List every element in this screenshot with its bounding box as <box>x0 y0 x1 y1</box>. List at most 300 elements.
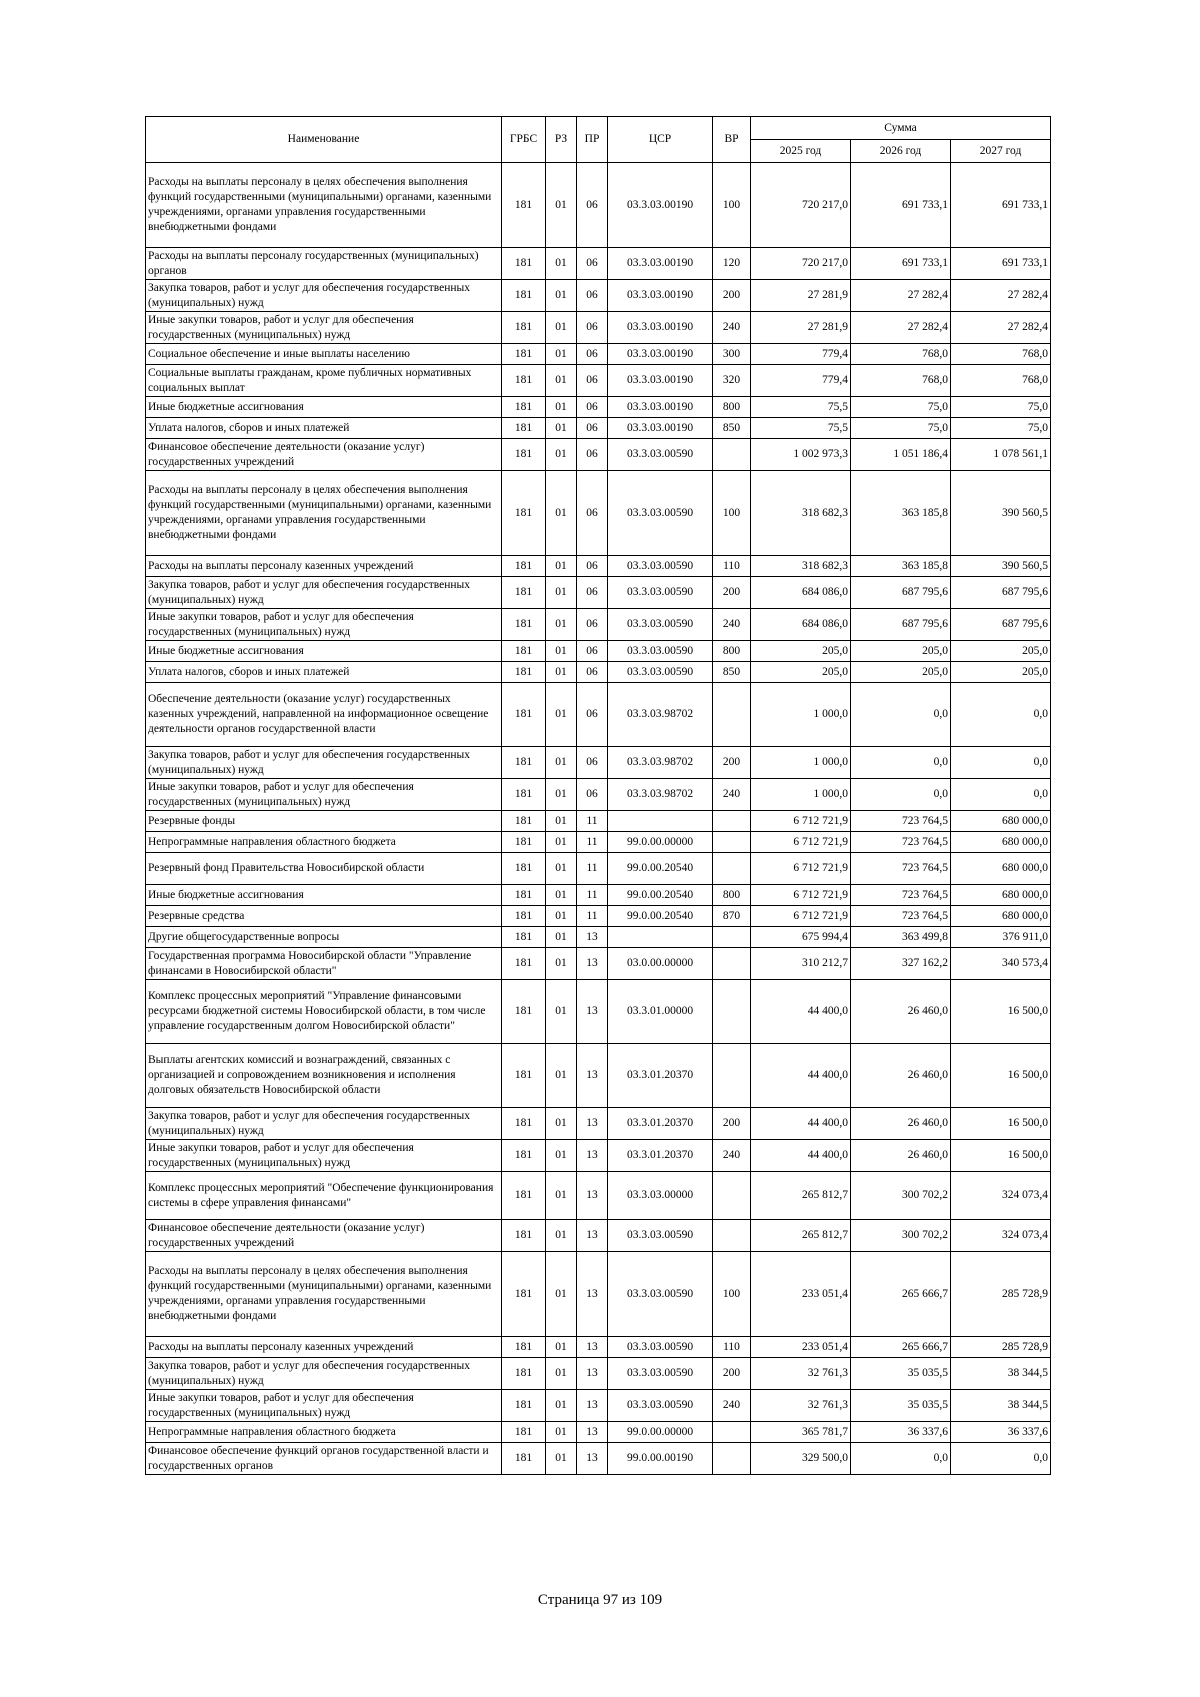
cell-pr: 13 <box>577 927 608 948</box>
cell-pr: 11 <box>577 811 608 832</box>
cell-csr: 03.3.03.00590 <box>608 609 713 641</box>
cell-pr: 11 <box>577 885 608 906</box>
cell-vr: 200 <box>713 747 751 779</box>
table-row <box>146 1252 1051 1337</box>
cell-csr: 03.3.03.00190 <box>608 344 713 365</box>
cell-amount-2027: 75,0 <box>951 397 1051 418</box>
cell-vr: 200 <box>713 1358 751 1390</box>
cell-pr: 13 <box>577 1443 608 1475</box>
cell-csr: 03.3.01.20370 <box>608 1140 713 1172</box>
cell-vr: 850 <box>713 662 751 683</box>
cell-amount-2026: 1 051 186,4 <box>851 439 951 471</box>
cell-amount-2027: 324 073,4 <box>951 1220 1051 1252</box>
cell-vr: 320 <box>713 365 751 397</box>
cell-vr: 240 <box>713 1390 751 1422</box>
cell-amount-2025: 75,5 <box>751 418 851 439</box>
cell-vr <box>713 832 751 853</box>
cell-vr <box>713 683 751 747</box>
cell-amount-2025: 6 712 721,9 <box>751 853 851 885</box>
cell-vr <box>713 1172 751 1220</box>
cell-vr: 800 <box>713 885 751 906</box>
cell-vr <box>713 853 751 885</box>
cell-vr: 100 <box>713 471 751 556</box>
cell-vr: 800 <box>713 641 751 662</box>
cell-name: Закупка товаров, работ и услуг для обеспечения государственных (муниципальных) нужд <box>146 1358 502 1390</box>
cell-amount-2026: 265 666,7 <box>851 1252 951 1337</box>
cell-grbs: 181 <box>502 948 546 980</box>
cell-pr: 11 <box>577 906 608 927</box>
cell-rz: 01 <box>546 163 577 248</box>
cell-name: Уплата налогов, сборов и иных платежей <box>146 662 502 683</box>
cell-amount-2027: 691 733,1 <box>951 248 1051 280</box>
cell-name: Иные закупки товаров, работ и услуг для обеспечения государственных (муниципальных) нужд <box>146 1140 502 1172</box>
cell-pr: 06 <box>577 779 608 811</box>
cell-amount-2027: 16 500,0 <box>951 1044 1051 1108</box>
cell-grbs: 181 <box>502 980 546 1044</box>
cell-rz: 01 <box>546 1337 577 1358</box>
cell-amount-2027: 680 000,0 <box>951 906 1051 927</box>
cell-grbs: 181 <box>502 779 546 811</box>
cell-csr: 99.0.00.20540 <box>608 853 713 885</box>
cell-amount-2025: 684 086,0 <box>751 577 851 609</box>
header-pr: ПР <box>577 117 608 163</box>
cell-amount-2025: 1 000,0 <box>751 683 851 747</box>
cell-amount-2027: 0,0 <box>951 779 1051 811</box>
cell-amount-2026: 723 764,5 <box>851 853 951 885</box>
table-row <box>146 418 1051 439</box>
cell-rz: 01 <box>546 747 577 779</box>
table-row <box>146 662 1051 683</box>
cell-csr: 03.3.03.00590 <box>608 662 713 683</box>
cell-grbs: 181 <box>502 1220 546 1252</box>
cell-amount-2027: 16 500,0 <box>951 980 1051 1044</box>
cell-csr: 03.3.03.98702 <box>608 747 713 779</box>
table-row <box>146 811 1051 832</box>
table-row <box>146 1422 1051 1443</box>
cell-amount-2027: 16 500,0 <box>951 1140 1051 1172</box>
cell-rz: 01 <box>546 885 577 906</box>
cell-name: Другие общегосударственные вопросы <box>146 927 502 948</box>
cell-rz: 01 <box>546 397 577 418</box>
cell-vr <box>713 1422 751 1443</box>
cell-name: Иные закупки товаров, работ и услуг для обеспечения государственных (муниципальных) нужд <box>146 779 502 811</box>
cell-amount-2025: 6 712 721,9 <box>751 811 851 832</box>
cell-name: Иные бюджетные ассигнования <box>146 885 502 906</box>
cell-rz: 01 <box>546 1044 577 1108</box>
cell-amount-2026: 723 764,5 <box>851 811 951 832</box>
table-row <box>146 885 1051 906</box>
cell-grbs: 181 <box>502 747 546 779</box>
cell-vr: 120 <box>713 248 751 280</box>
cell-rz: 01 <box>546 1172 577 1220</box>
cell-pr: 06 <box>577 280 608 312</box>
cell-vr: 850 <box>713 418 751 439</box>
cell-csr: 03.3.03.00590 <box>608 1252 713 1337</box>
cell-name: Уплата налогов, сборов и иных платежей <box>146 418 502 439</box>
cell-amount-2027: 27 282,4 <box>951 280 1051 312</box>
cell-csr: 99.0.00.20540 <box>608 906 713 927</box>
cell-csr: 03.3.03.00590 <box>608 439 713 471</box>
cell-amount-2026: 26 460,0 <box>851 1140 951 1172</box>
cell-amount-2027: 390 560,5 <box>951 556 1051 577</box>
cell-amount-2025: 1 000,0 <box>751 779 851 811</box>
cell-amount-2027: 205,0 <box>951 641 1051 662</box>
cell-vr: 800 <box>713 397 751 418</box>
cell-rz: 01 <box>546 641 577 662</box>
cell-csr: 03.3.03.98702 <box>608 683 713 747</box>
cell-amount-2026: 723 764,5 <box>851 885 951 906</box>
cell-pr: 13 <box>577 1220 608 1252</box>
cell-rz: 01 <box>546 248 577 280</box>
cell-grbs: 181 <box>502 1108 546 1140</box>
cell-csr: 99.0.00.00190 <box>608 1443 713 1475</box>
cell-name: Финансовое обеспечение деятельности (оказание услуг) государственных учреждений <box>146 1220 502 1252</box>
cell-amount-2027: 1 078 561,1 <box>951 439 1051 471</box>
cell-amount-2027: 285 728,9 <box>951 1337 1051 1358</box>
cell-vr <box>713 927 751 948</box>
table-row <box>146 577 1051 609</box>
cell-amount-2025: 779,4 <box>751 365 851 397</box>
cell-name: Финансовое обеспечение функций органов государственной власти и государственных органов <box>146 1443 502 1475</box>
cell-amount-2025: 233 051,4 <box>751 1252 851 1337</box>
cell-pr: 13 <box>577 1044 608 1108</box>
cell-rz: 01 <box>546 471 577 556</box>
cell-grbs: 181 <box>502 683 546 747</box>
table-row <box>146 1358 1051 1390</box>
cell-grbs: 181 <box>502 312 546 344</box>
cell-csr: 03.3.03.00590 <box>608 577 713 609</box>
cell-amount-2025: 205,0 <box>751 641 851 662</box>
cell-grbs: 181 <box>502 1140 546 1172</box>
cell-pr: 13 <box>577 980 608 1044</box>
cell-amount-2025: 265 812,7 <box>751 1220 851 1252</box>
cell-amount-2025: 44 400,0 <box>751 1140 851 1172</box>
cell-csr: 03.3.03.00190 <box>608 418 713 439</box>
cell-pr: 13 <box>577 1422 608 1443</box>
cell-name: Иные бюджетные ассигнования <box>146 641 502 662</box>
cell-amount-2026: 363 499,8 <box>851 927 951 948</box>
table-row <box>146 1140 1051 1172</box>
cell-vr <box>713 811 751 832</box>
cell-name: Закупка товаров, работ и услуг для обеспечения государственных (муниципальных) нужд <box>146 747 502 779</box>
table-row <box>146 312 1051 344</box>
cell-grbs: 181 <box>502 248 546 280</box>
cell-name: Социальное обеспечение и иные выплаты населению <box>146 344 502 365</box>
cell-csr: 03.3.03.00190 <box>608 163 713 248</box>
cell-name: Социальные выплаты гражданам, кроме публичных нормативных социальных выплат <box>146 365 502 397</box>
budget-table <box>145 116 1051 1475</box>
cell-vr <box>713 948 751 980</box>
cell-rz: 01 <box>546 312 577 344</box>
header-year-2026: 2026 год <box>851 140 951 163</box>
table-row <box>146 1337 1051 1358</box>
cell-amount-2026: 36 337,6 <box>851 1422 951 1443</box>
cell-vr: 240 <box>713 312 751 344</box>
cell-csr: 99.0.00.20540 <box>608 885 713 906</box>
cell-vr: 200 <box>713 280 751 312</box>
cell-amount-2027: 390 560,5 <box>951 471 1051 556</box>
cell-rz: 01 <box>546 1358 577 1390</box>
cell-grbs: 181 <box>502 832 546 853</box>
cell-pr: 06 <box>577 397 608 418</box>
cell-rz: 01 <box>546 1220 577 1252</box>
cell-amount-2026: 0,0 <box>851 683 951 747</box>
cell-grbs: 181 <box>502 418 546 439</box>
cell-csr: 03.3.03.00590 <box>608 1220 713 1252</box>
cell-rz: 01 <box>546 948 577 980</box>
cell-pr: 13 <box>577 948 608 980</box>
cell-amount-2027: 0,0 <box>951 1443 1051 1475</box>
table-row <box>146 471 1051 556</box>
cell-rz: 01 <box>546 439 577 471</box>
cell-amount-2026: 0,0 <box>851 747 951 779</box>
cell-amount-2026: 327 162,2 <box>851 948 951 980</box>
cell-csr <box>608 811 713 832</box>
cell-pr: 06 <box>577 641 608 662</box>
table-row <box>146 906 1051 927</box>
cell-amount-2027: 38 344,5 <box>951 1390 1051 1422</box>
cell-rz: 01 <box>546 853 577 885</box>
cell-name: Расходы на выплаты персоналу казенных учреждений <box>146 556 502 577</box>
cell-amount-2025: 233 051,4 <box>751 1337 851 1358</box>
table-row <box>146 248 1051 280</box>
cell-pr: 06 <box>577 344 608 365</box>
cell-vr: 110 <box>713 556 751 577</box>
cell-amount-2026: 0,0 <box>851 779 951 811</box>
cell-csr: 03.3.03.00590 <box>608 1337 713 1358</box>
cell-amount-2026: 26 460,0 <box>851 980 951 1044</box>
table-row <box>146 832 1051 853</box>
cell-pr: 06 <box>577 471 608 556</box>
cell-rz: 01 <box>546 779 577 811</box>
cell-vr: 870 <box>713 906 751 927</box>
cell-name: Иные закупки товаров, работ и услуг для обеспечения государственных (муниципальных) нужд <box>146 312 502 344</box>
cell-rz: 01 <box>546 577 577 609</box>
cell-rz: 01 <box>546 683 577 747</box>
cell-name: Иные закупки товаров, работ и услуг для обеспечения государственных (муниципальных) нужд <box>146 1390 502 1422</box>
cell-grbs: 181 <box>502 906 546 927</box>
cell-grbs: 181 <box>502 556 546 577</box>
header-vr: ВР <box>713 117 751 163</box>
cell-pr: 11 <box>577 853 608 885</box>
table-row <box>146 1390 1051 1422</box>
cell-csr: 03.3.01.20370 <box>608 1108 713 1140</box>
cell-rz: 01 <box>546 365 577 397</box>
cell-amount-2025: 32 761,3 <box>751 1390 851 1422</box>
cell-vr: 110 <box>713 1337 751 1358</box>
table-row <box>146 1443 1051 1475</box>
cell-pr: 06 <box>577 312 608 344</box>
cell-grbs: 181 <box>502 927 546 948</box>
cell-amount-2027: 768,0 <box>951 365 1051 397</box>
cell-grbs: 181 <box>502 1337 546 1358</box>
cell-amount-2027: 680 000,0 <box>951 832 1051 853</box>
cell-name: Резервный фонд Правительства Новосибирской области <box>146 853 502 885</box>
cell-csr: 03.3.03.00000 <box>608 1172 713 1220</box>
table-body <box>146 163 1051 1475</box>
cell-amount-2025: 684 086,0 <box>751 609 851 641</box>
cell-amount-2025: 6 712 721,9 <box>751 906 851 927</box>
cell-amount-2026: 26 460,0 <box>851 1044 951 1108</box>
cell-pr: 06 <box>577 248 608 280</box>
header-grbs: ГРБС <box>502 117 546 163</box>
cell-amount-2026: 27 282,4 <box>851 280 951 312</box>
table-row <box>146 439 1051 471</box>
cell-amount-2026: 205,0 <box>851 641 951 662</box>
cell-pr: 06 <box>577 365 608 397</box>
cell-vr <box>713 980 751 1044</box>
cell-csr: 03.3.03.00590 <box>608 1390 713 1422</box>
header-csr: ЦСР <box>608 117 713 163</box>
table-row <box>146 641 1051 662</box>
cell-amount-2025: 329 500,0 <box>751 1443 851 1475</box>
cell-vr: 240 <box>713 609 751 641</box>
cell-amount-2026: 75,0 <box>851 397 951 418</box>
cell-pr: 13 <box>577 1390 608 1422</box>
cell-grbs: 181 <box>502 811 546 832</box>
cell-name: Закупка товаров, работ и услуг для обеспечения государственных (муниципальных) нужд <box>146 577 502 609</box>
cell-csr: 99.0.00.00000 <box>608 1422 713 1443</box>
cell-rz: 01 <box>546 811 577 832</box>
cell-csr: 03.3.03.00190 <box>608 312 713 344</box>
cell-amount-2027: 340 573,4 <box>951 948 1051 980</box>
cell-amount-2025: 675 994,4 <box>751 927 851 948</box>
cell-amount-2027: 680 000,0 <box>951 885 1051 906</box>
cell-name: Обеспечение деятельности (оказание услуг) государственных казенных учреждений, направленной на информационное освещение деятельности органов государственной власти <box>146 683 502 747</box>
cell-amount-2027: 285 728,9 <box>951 1252 1051 1337</box>
table-row <box>146 397 1051 418</box>
cell-amount-2027: 27 282,4 <box>951 312 1051 344</box>
cell-csr: 03.3.03.00190 <box>608 397 713 418</box>
cell-amount-2027: 0,0 <box>951 747 1051 779</box>
cell-csr: 03.0.00.00000 <box>608 948 713 980</box>
cell-amount-2026: 35 035,5 <box>851 1358 951 1390</box>
table-row <box>146 609 1051 641</box>
cell-vr <box>713 1443 751 1475</box>
cell-amount-2025: 75,5 <box>751 397 851 418</box>
cell-pr: 06 <box>577 747 608 779</box>
cell-amount-2026: 205,0 <box>851 662 951 683</box>
cell-amount-2025: 720 217,0 <box>751 248 851 280</box>
cell-grbs: 181 <box>502 397 546 418</box>
cell-name: Непрограммные направления областного бюджета <box>146 1422 502 1443</box>
cell-name: Расходы на выплаты персоналу в целях обеспечения выполнения функций государственными (муниципальными) органами, казенными учреждениями, органами управления государственными внебюджетными фондами <box>146 471 502 556</box>
cell-pr: 06 <box>577 556 608 577</box>
cell-rz: 01 <box>546 609 577 641</box>
table-row <box>146 1172 1051 1220</box>
cell-csr: 03.3.03.98702 <box>608 779 713 811</box>
page-number: Страница 97 из 109 <box>537 1592 663 1608</box>
cell-amount-2025: 6 712 721,9 <box>751 832 851 853</box>
cell-name: Государственная программа Новосибирской области "Управление финансами в Новосибирской области" <box>146 948 502 980</box>
cell-csr: 03.3.03.00190 <box>608 248 713 280</box>
cell-amount-2025: 310 212,7 <box>751 948 851 980</box>
cell-amount-2026: 723 764,5 <box>851 906 951 927</box>
cell-name: Иные закупки товаров, работ и услуг для обеспечения государственных (муниципальных) нужд <box>146 609 502 641</box>
cell-rz: 01 <box>546 927 577 948</box>
cell-grbs: 181 <box>502 577 546 609</box>
cell-amount-2026: 691 733,1 <box>851 248 951 280</box>
cell-grbs: 181 <box>502 1358 546 1390</box>
cell-pr: 06 <box>577 662 608 683</box>
cell-vr: 100 <box>713 1252 751 1337</box>
cell-amount-2025: 365 781,7 <box>751 1422 851 1443</box>
cell-rz: 01 <box>546 1422 577 1443</box>
cell-grbs: 181 <box>502 1443 546 1475</box>
cell-amount-2027: 38 344,5 <box>951 1358 1051 1390</box>
cell-name: Резервные фонды <box>146 811 502 832</box>
cell-vr: 240 <box>713 779 751 811</box>
cell-amount-2027: 687 795,6 <box>951 609 1051 641</box>
cell-amount-2026: 768,0 <box>851 344 951 365</box>
cell-amount-2026: 300 702,2 <box>851 1172 951 1220</box>
cell-rz: 01 <box>546 1443 577 1475</box>
cell-amount-2026: 26 460,0 <box>851 1108 951 1140</box>
cell-amount-2026: 300 702,2 <box>851 1220 951 1252</box>
cell-grbs: 181 <box>502 885 546 906</box>
header-year-2027: 2027 год <box>951 140 1051 163</box>
cell-amount-2025: 205,0 <box>751 662 851 683</box>
cell-rz: 01 <box>546 1108 577 1140</box>
table-row <box>146 779 1051 811</box>
table-row <box>146 948 1051 980</box>
cell-amount-2027: 36 337,6 <box>951 1422 1051 1443</box>
cell-pr: 06 <box>577 418 608 439</box>
cell-pr: 13 <box>577 1252 608 1337</box>
cell-amount-2025: 318 682,3 <box>751 471 851 556</box>
cell-grbs: 181 <box>502 1422 546 1443</box>
cell-vr <box>713 439 751 471</box>
cell-csr: 03.3.03.00590 <box>608 556 713 577</box>
cell-amount-2026: 363 185,8 <box>851 556 951 577</box>
cell-amount-2026: 0,0 <box>851 1443 951 1475</box>
cell-vr: 100 <box>713 163 751 248</box>
cell-pr: 13 <box>577 1108 608 1140</box>
cell-amount-2027: 680 000,0 <box>951 853 1051 885</box>
table-row <box>146 683 1051 747</box>
table-row <box>146 344 1051 365</box>
cell-name: Комплекс процессных мероприятий "Обеспечение функционирования системы в сфере управления финансами" <box>146 1172 502 1220</box>
cell-vr: 200 <box>713 1108 751 1140</box>
cell-name: Закупка товаров, работ и услуг для обеспечения государственных (муниципальных) нужд <box>146 280 502 312</box>
table-row <box>146 1044 1051 1108</box>
cell-csr: 03.3.03.00190 <box>608 280 713 312</box>
cell-amount-2025: 27 281,9 <box>751 312 851 344</box>
cell-amount-2026: 75,0 <box>851 418 951 439</box>
cell-amount-2026: 687 795,6 <box>851 609 951 641</box>
table-header <box>146 117 1051 163</box>
cell-name: Расходы на выплаты персоналу в целях обеспечения выполнения функций государственными (муниципальными) органами, казенными учреждениями, органами управления государственными внебюджетными фондами <box>146 1252 502 1337</box>
cell-amount-2027: 687 795,6 <box>951 577 1051 609</box>
cell-rz: 01 <box>546 556 577 577</box>
cell-amount-2027: 205,0 <box>951 662 1051 683</box>
header-sum: Сумма <box>751 117 1051 140</box>
header-row-top <box>146 117 1051 140</box>
cell-rz: 01 <box>546 418 577 439</box>
cell-name: Расходы на выплаты персоналу в целях обеспечения выполнения функций государственными (муниципальными) органами, казенными учреждениями, органами управления государственными внебюджетными фондами <box>146 163 502 248</box>
cell-pr: 13 <box>577 1140 608 1172</box>
cell-csr <box>608 927 713 948</box>
cell-grbs: 181 <box>502 1252 546 1337</box>
table-row <box>146 365 1051 397</box>
cell-amount-2025: 1 002 973,3 <box>751 439 851 471</box>
cell-grbs: 181 <box>502 163 546 248</box>
cell-vr: 200 <box>713 577 751 609</box>
cell-amount-2027: 768,0 <box>951 344 1051 365</box>
cell-amount-2027: 16 500,0 <box>951 1108 1051 1140</box>
table-row <box>146 280 1051 312</box>
cell-grbs: 181 <box>502 439 546 471</box>
